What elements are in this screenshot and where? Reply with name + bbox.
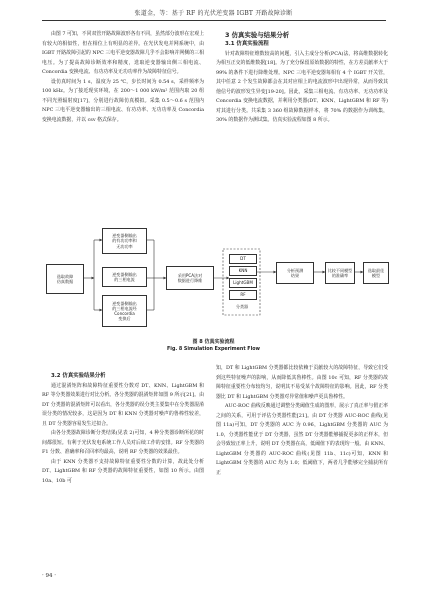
right-column-bottom — [216, 364, 388, 478]
box-compare-accuracy: 比较不同模型 的准确率 — [325, 262, 355, 284]
box-rf: RF — [229, 290, 257, 300]
box-power-output: 逆变器侧输出 的有功功率和 无功功率 — [102, 228, 147, 254]
paragraph: 设仿真时间为 1 s，温度为 25 ℃，步长时间为 0.54 s，采样频率为 100 kHz。为了接近现实环境，在 200～1 000 kW/m² 范围内取 20 组不同光照辐射度[17]，分别进行故障仿真模拟。采集 0.5～0.6 s 范围内 NPC 三电平逆变器输出的三相电流、有功功率、无功功率及 Concordia 变换电流数据，并以 csv 格式保存。 — [42, 78, 204, 123]
box-three-phase-current: 逆变器侧输出 的三相电流 — [102, 267, 147, 287]
box-analyze-results: 分析预测 结果 — [276, 262, 314, 284]
flowchart-figure — [42, 206, 388, 332]
paragraph: 知，DT 和 LightGBM 分类器都比较依赖于贡献较大的故障特征，导致它们受到这些特征噪声的影响，从而降低其鲁棒性。由图 10c 可知，RF 分类器的故障特征重要性分布较均匀，说明其不易受某个故障特征的影响。因此，RF 分类器比 DT 和 LightGBM 分类器对异常值和噪声更具鲁棒性。 — [216, 365, 388, 400]
box-pca: 采用PCA法对 数据进行降维 — [166, 266, 214, 290]
page-number: · 94 · — [42, 573, 56, 579]
right-column-top — [216, 30, 388, 126]
subsection-heading: 3.1 仿真实验流程 — [225, 41, 269, 47]
classifier-label: 分类器 — [235, 303, 249, 309]
paragraph: 由于 KNN 分类器不支持故障特征重要性分数的计算，故此处分析 DT、LightGBM 和 RF 分类器的故障特征重要性，如图 10 所示。由图 10a、10b 可 — [42, 458, 204, 484]
paragraph: 由图 7 可知，不同双管开路故障波形各有不同，虽然部分波形在宏观上有较大的相似性，但在相位上有明显的差异。在光伏发电并网系统中，由 IGBT 开路故障引起的 NPC 三电平逆变器故障几乎不会影响并网侧的三相电压。为了提高故障诊断效率和精度，选取逆变器输出侧三相电流、Concordia 变换电流、有功功率及无功功率作为故障特征信号。 — [42, 31, 204, 75]
left-column-bottom — [42, 372, 204, 486]
subsection-heading: 3.2 仿真实验结果分析 — [51, 373, 106, 379]
paragraph: 通过混淆矩阵和故障特征重要性分数对 DT、KNN、LightGBM 和 RF 等分类器效果进行对比分析。各分类器的混淆矩阵如图 9 所示[21]。由 DT 分类器的混淆矩阵可以看出，各分类器的误分类主要集中在分类器混淆误分类的情况较多，这是因为 DT 和 KNN 分类器对噪声的鲁棒性较差，且 DT 分类器容易发生过拟合。 — [42, 382, 204, 427]
paragraph: 针对故障特征维数较高的问题，引入主成分分析(PCA)法，将高维数据转化为相互正交的低维数据[18]。为了充分保留原始数据的特性，在方差贡献率大于 99% 的条件下进行降维处理。NPC 三电平逆变器每相有 4 个 IGBT 开关管，其中任意 2 个发生故障都会在其对应相上的电流波形中出现异常，从而导致其他信号的波形发生异变[19-20]。因此，采集三相电流、有功功率、无功功率及 Concordia 变换电流数据，并利用分类器(DT、KNN、LightGBM 和 RF 等)对其进行分类。共采集 3 360 组故障数据样本，将 70% 的数据作为训练集，30% 的数据作为测试集。仿真实验流程如图 8 所示。 — [216, 50, 388, 123]
box-knn: KNN — [229, 266, 257, 276]
left-column-top — [42, 30, 204, 125]
running-header: 张道金，等：基于 RF 的光伏逆变器 IGBT 开路故障诊断 — [134, 10, 293, 17]
figure-caption-en: Fig. 8 Simulation Experiment Flow — [167, 347, 260, 352]
box-select-best-model: 选取最佳 模型 — [363, 262, 389, 284]
figure-caption-cn: 图 8 仿真实验流程 — [192, 339, 235, 345]
paragraph: 由各分类器故障诊断分类结果(见表 2)可知，4 种分类器诊断所花的时间都很短。有利于光伏发电系统工作人员对后续工作的安排。RF 分类器的 F1 分数、准确率和召回率均最高，说明 RF 分类器的效果最佳。 — [42, 430, 204, 455]
box-dt: DT — [229, 254, 257, 264]
box-select-fault-data: 选取故障 仿真数据 — [46, 264, 84, 294]
box-lightgbm: LightGBM — [229, 278, 257, 288]
box-concordia-current: 逆变器侧输出 的三相电流经 Concordia 变换后 — [102, 295, 147, 327]
paragraph: AUC-ROC 曲线反映通过调整分类阈值生成的图形，展示了真正率与假正率之间的关系，可用于评估分类器性能[21]。由 DT 分类器 AUC-ROC 曲线(见图 11a)可知，DT 分类器的 AUC 为 0.96，LightGBM 分类器的 AUC 为 1.0，分类器性能优于 DT 分类器，虽然 DT 分类器能够捕捉更多的正样本，但会导致较正率上升，说明 DT 分类器在高，低阈值下的表现均一般。由 KNN、LightGBM 分类器的 AUC-ROC 曲线(见图 11b、11c)可知，KNN 和 LightGBM 分类器的 AUC 均为 1.0；低阈值下，两者几乎能够完全捕获所有正 — [216, 403, 388, 476]
header-rule — [42, 20, 386, 21]
section-heading: 3 仿真实验与结果分析 — [225, 31, 290, 39]
